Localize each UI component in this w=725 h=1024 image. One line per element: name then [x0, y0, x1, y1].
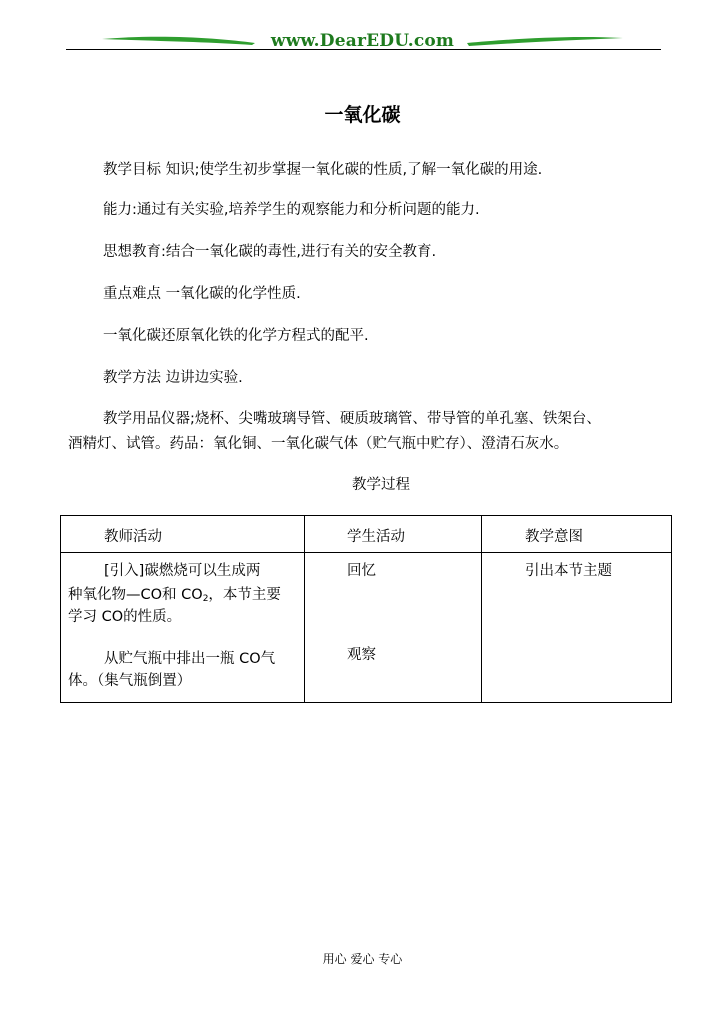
- table-header-row: [61, 516, 672, 553]
- header-cell: [61, 516, 305, 553]
- teacher-line: 学习 CO的性质。: [68, 609, 182, 625]
- supplies-line-1: 教学用品仪器;烧杯、尖嘴玻璃导管、硬质玻璃管、带导管的单孔塞、铁架台、: [103, 411, 601, 427]
- process-table: [60, 515, 672, 703]
- student-observe: 观察: [347, 647, 376, 663]
- key-paragraph: 重点难点 一氧化碳的化学性质.: [103, 286, 301, 302]
- process-caption: 教学过程: [352, 477, 410, 493]
- supplies-line-2: 酒精灯、试管。药品：氧化铜、一氧化碳气体（贮气瓶中贮存）、澄清石灰水。: [68, 436, 569, 452]
- intent-cell: [482, 553, 672, 703]
- header-cell: [305, 516, 482, 553]
- header-intent: 教学意图: [525, 529, 583, 545]
- teacher-line: 体。（集气瓶倒置）: [68, 673, 192, 689]
- ability-paragraph: 能力:通过有关实验,培养学生的观察能力和分析问题的能力.: [103, 202, 480, 218]
- header-teacher: 教师活动: [104, 529, 162, 545]
- page-title: 一氧化碳: [324, 104, 401, 126]
- brand-text[interactable]: www.DearEDU.com: [270, 31, 455, 51]
- student-recall: 回忆: [347, 563, 376, 579]
- page-footer: 用心 爱心 专心: [322, 952, 403, 966]
- teacher-cell: [61, 553, 305, 703]
- method-paragraph: 教学方法 边讲边实验.: [103, 370, 243, 386]
- student-cell: [305, 553, 482, 703]
- intent-text: 引出本节主题: [525, 563, 612, 579]
- table-row: [61, 553, 672, 703]
- teacher-line: 从贮气瓶中排出一瓶 CO气: [104, 651, 276, 667]
- teacher-line: 种氧化物—CO和 $CO_2$，本节主要: [68, 587, 281, 604]
- teacher-line: [引入]碳燃烧可以生成两: [104, 563, 261, 579]
- equation-paragraph: 一氧化碳还原氧化铁的化学方程式的配平.: [103, 328, 369, 344]
- header-cell: [482, 516, 672, 553]
- header-student: 学生活动: [347, 529, 405, 545]
- goal-paragraph: 教学目标 知识;使学生初步掌握一氧化碳的性质,了解一氧化碳的用途.: [103, 162, 543, 178]
- thought-paragraph: 思想教育:结合一氧化碳的毒性,进行有关的安全教育.: [103, 244, 437, 260]
